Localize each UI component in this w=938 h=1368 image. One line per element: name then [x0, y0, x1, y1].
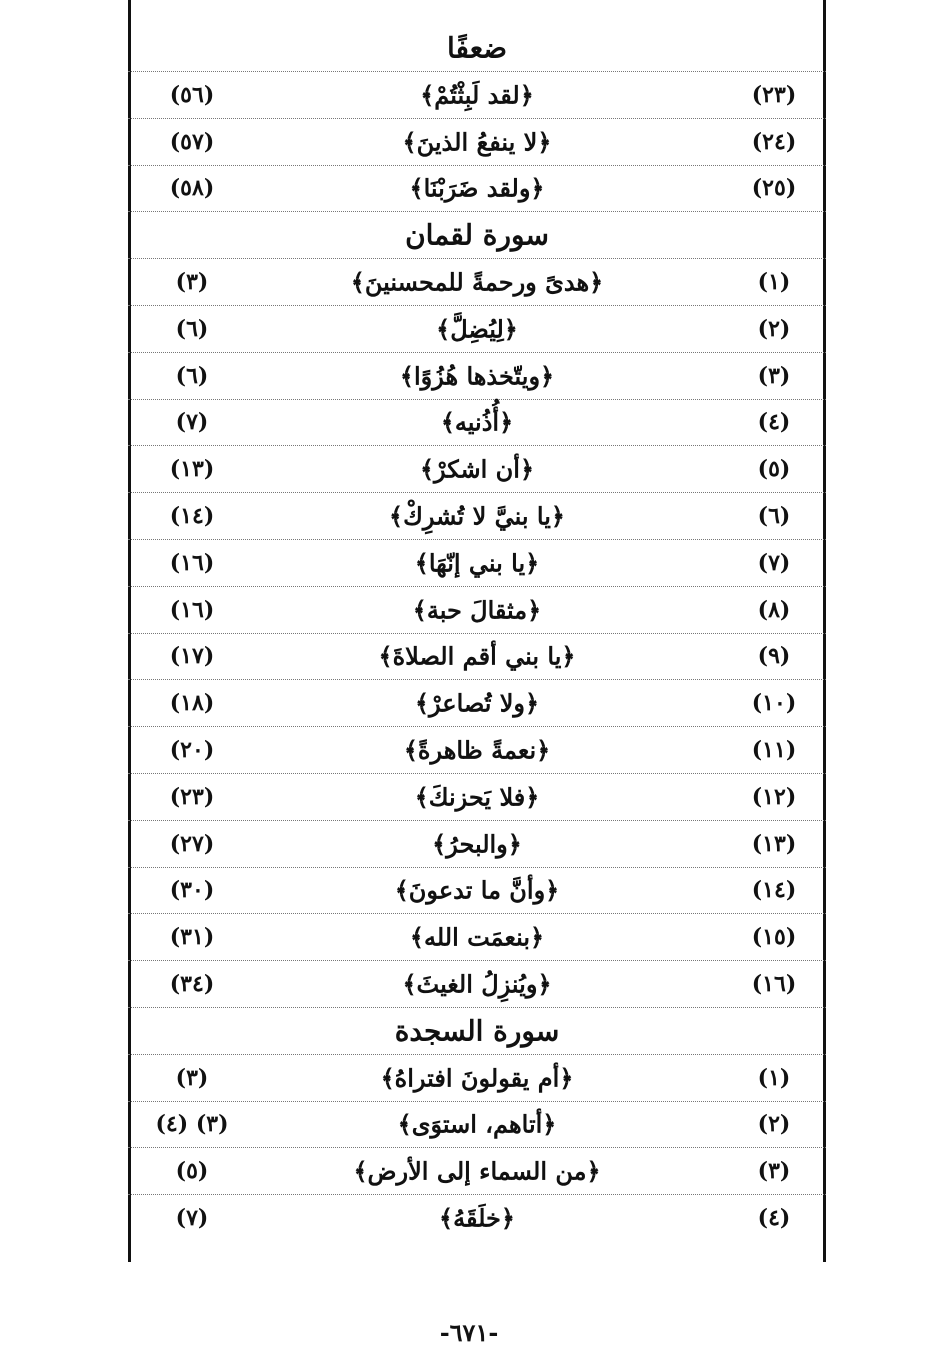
- entry-phrase: ﴿أتاهم، استوَى﴾: [397, 1109, 557, 1138]
- heading-text: ضعفًا: [447, 31, 507, 64]
- entry-phrase: ﴿لا ينفعُ الذينَ﴾: [402, 127, 552, 156]
- verse-ref: (٣): [175, 1064, 209, 1091]
- entry-phrase: ﴿لِيُضِلَّ﴾: [436, 314, 518, 343]
- verse-ref: (٧): [175, 1204, 209, 1231]
- entry-number: (١٢): [751, 783, 797, 810]
- entry-number: (١): [757, 268, 791, 295]
- verse-ref: (٣): [175, 268, 209, 295]
- table-row: [128, 71, 826, 119]
- table-row: [128, 773, 826, 821]
- verse-ref: (٥٦): [169, 81, 215, 108]
- entry-number: (٣): [757, 362, 791, 389]
- heading-text: سورة السجدة: [394, 1014, 560, 1047]
- entry-phrase: ﴿خلَقَهُ﴾: [439, 1203, 515, 1232]
- table-row: [128, 866, 826, 914]
- entry-number: (٢): [757, 1110, 791, 1137]
- table-row: [128, 305, 826, 353]
- verse-ref: (١٤): [169, 502, 215, 529]
- verse-ref: (٢٠): [169, 736, 215, 763]
- verse-ref: (٧): [175, 408, 209, 435]
- entry-phrase: ﴿مثقالَ حبة﴾: [412, 595, 542, 624]
- entry-number: (١٦): [751, 970, 797, 997]
- entry-number: (٤): [757, 1204, 791, 1231]
- table-row: [128, 820, 826, 868]
- entry-phrase: ﴿والبحرُ﴾: [432, 829, 522, 858]
- entry-phrase: ﴿يا بني إنّهَا﴾: [414, 548, 540, 577]
- entry-phrase: ﴿بنعمَت الله﴾: [409, 922, 545, 951]
- entry-number: (٦): [757, 502, 791, 529]
- table-row: [128, 258, 826, 306]
- table-row: [128, 164, 826, 212]
- page-number: -٦٧١-: [439, 1318, 499, 1347]
- verse-ref: (٣) (٤): [155, 1110, 229, 1137]
- entry-number: (١٤): [751, 876, 797, 903]
- verse-ref: (٣٤): [169, 970, 215, 997]
- table-row: [128, 352, 826, 400]
- verse-ref: (١٧): [169, 642, 215, 669]
- verse-ref: (٢٧): [169, 830, 215, 857]
- verse-ref: (٣٠): [169, 876, 215, 903]
- entry-number: (٢٣): [751, 81, 797, 108]
- verse-ref: (٦): [175, 315, 209, 342]
- table-row: [128, 632, 826, 680]
- verse-ref: (٥٧): [169, 128, 215, 155]
- entry-number: (١٠): [751, 689, 797, 716]
- entry-number: (١٥): [751, 923, 797, 950]
- entry-number: (١): [757, 1064, 791, 1091]
- table-row: [128, 726, 826, 774]
- entry-number: (٨): [757, 596, 791, 623]
- entry-number: (٢٤): [751, 128, 797, 155]
- verse-ref: (٥): [175, 1157, 209, 1184]
- entry-number: (٢٥): [751, 174, 797, 201]
- entry-phrase: ﴿من السماء إلى الأرض﴾: [353, 1156, 601, 1185]
- table-row: [128, 1147, 826, 1195]
- section-heading: [128, 211, 826, 259]
- verse-ref: (١٨): [169, 689, 215, 716]
- verse-ref: (١٣): [169, 455, 215, 482]
- verse-ref: (٥٨): [169, 174, 215, 201]
- entry-number: (٧): [757, 549, 791, 576]
- entry-phrase: ﴿لقد لَبِثْتُمْ﴾: [420, 80, 534, 109]
- table-row: [128, 586, 826, 634]
- entry-number: (٩): [757, 642, 791, 669]
- verse-ref: (١٦): [169, 549, 215, 576]
- entry-number: (٢): [757, 315, 791, 342]
- entry-phrase: ﴿أن اشكرْ﴾: [419, 454, 535, 483]
- entry-phrase: ﴿ويُنزِلُ الغيثَ﴾: [402, 969, 552, 998]
- entry-phrase: ﴿وأنَّ ما تدعونَ﴾: [394, 875, 560, 904]
- entry-number: (٥): [757, 455, 791, 482]
- entry-phrase: ﴿يا بنيَّ لا تُشرِكْ﴾: [389, 501, 565, 530]
- table-row: [128, 398, 826, 446]
- table-row: [128, 539, 826, 587]
- entry-phrase: ﴿نعمةً ظاهرةً﴾: [403, 735, 551, 764]
- heading-text: سورة لقمان: [405, 218, 549, 251]
- entry-phrase: ﴿ولا تُصاعرْ﴾: [414, 688, 540, 717]
- verse-ref: (٦): [175, 362, 209, 389]
- table-row: [128, 960, 826, 1008]
- entry-phrase: ﴿أم يقولونَ افتراهُ﴾: [380, 1063, 574, 1092]
- entry-number: (٤): [757, 408, 791, 435]
- entry-number: (١١): [751, 736, 797, 763]
- section-heading: [128, 24, 826, 72]
- table-row: [128, 492, 826, 540]
- verse-ref: (١٦): [169, 596, 215, 623]
- table-row: [128, 1194, 826, 1241]
- table-row: [128, 679, 826, 727]
- entry-number: (١٣): [751, 830, 797, 857]
- table-row: [128, 445, 826, 493]
- table-row: [128, 1054, 826, 1102]
- verse-ref: (٢٣): [169, 783, 215, 810]
- entry-number: (٣): [757, 1157, 791, 1184]
- entry-phrase: ﴿فلا يَحزنكَ﴾: [414, 782, 540, 811]
- table-row: [128, 118, 826, 166]
- entry-phrase: ﴿ولقد ضَرَبْنَا﴾: [409, 173, 545, 202]
- section-heading: [128, 1007, 826, 1055]
- entry-phrase: ﴿أُذُنيه﴾: [440, 407, 514, 436]
- entry-phrase: ﴿هدىً ورحمةً للمحسنينَ﴾: [350, 267, 604, 296]
- verse-ref: (٣١): [169, 923, 215, 950]
- entry-phrase: ﴿يا بني أقم الصلاةَ﴾: [378, 641, 576, 670]
- table-row: [128, 913, 826, 961]
- table-row: [128, 1100, 826, 1148]
- entry-phrase: ﴿ويتّخذها هُزُوًا﴾: [399, 361, 555, 390]
